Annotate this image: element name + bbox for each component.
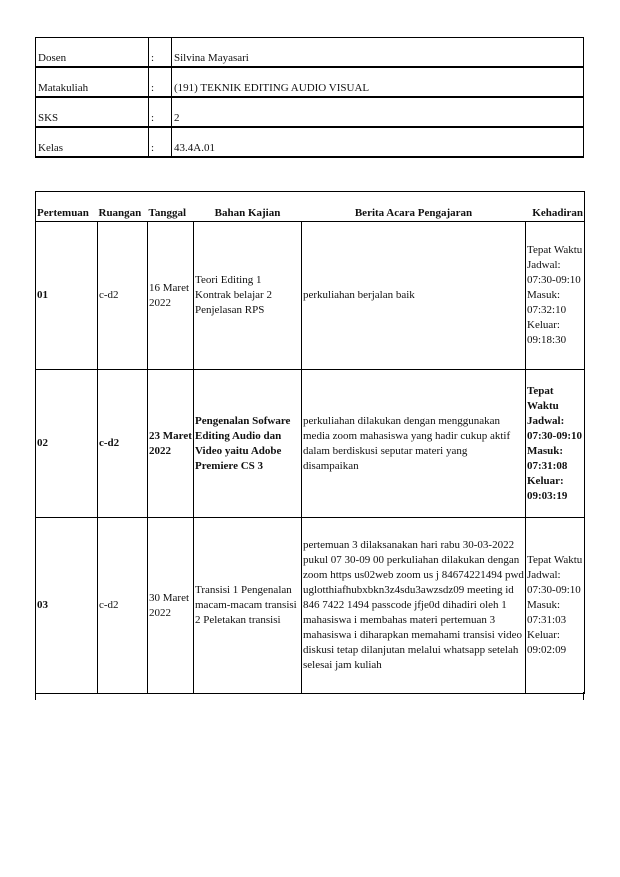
attendance-table	[35, 191, 585, 694]
info-label: SKS	[36, 97, 149, 127]
info-label: Matakuliah	[36, 67, 149, 97]
cell-kehadiran: Tepat Waktu Jadwal: 07:30-09:10 Masuk: 07:32:10 Keluar: 09:18:30	[526, 222, 585, 370]
info-separator: :	[149, 38, 172, 68]
cell-bahan-kajian: Pengenalan Sofware Editing Audio dan Video yaitu Adobe Premiere CS 3	[194, 370, 302, 518]
info-separator: :	[149, 127, 172, 157]
info-row-dosen	[36, 38, 584, 68]
info-label: Dosen	[36, 38, 149, 68]
info-row-sks	[36, 97, 584, 127]
header-tanggal: Tanggal	[148, 192, 194, 222]
info-value: 43.4A.01	[172, 127, 584, 157]
info-row-kelas	[36, 127, 584, 157]
cell-pertemuan: 03	[36, 518, 98, 694]
cell-ruangan: c-d2	[98, 518, 148, 694]
cell-berita-acara: perkuliahan dilakukan dengan menggunakan media zoom mahasiswa yang hadir cukup aktif dalam berdiskusi seputar materi yang disampaikan	[302, 370, 526, 518]
cell-ruangan: c-d2	[98, 370, 148, 518]
info-row-matakuliah	[36, 67, 584, 97]
table-frame-right	[583, 692, 584, 700]
cell-ruangan: c-d2	[98, 222, 148, 370]
info-value: 2	[172, 97, 584, 127]
info-label: Kelas	[36, 127, 149, 157]
cell-bahan-kajian: Teori Editing 1 Kontrak belajar 2 Penjelasan RPS	[194, 222, 302, 370]
cell-tanggal: 23 Maret 2022	[148, 370, 194, 518]
table-row	[36, 518, 585, 694]
info-separator: :	[149, 67, 172, 97]
header-kehadiran: Kehadiran	[526, 192, 585, 222]
header-pertemuan: Pertemuan	[36, 192, 98, 222]
cell-berita-acara: perkuliahan berjalan baik	[302, 222, 526, 370]
cell-bahan-kajian: Transisi 1 Pengenalan macam-macam transisi 2 Peletakan transisi	[194, 518, 302, 694]
cell-tanggal: 30 Maret 2022	[148, 518, 194, 694]
header-berita-acara: Berita Acara Pengajaran	[302, 192, 526, 222]
cell-pertemuan: 02	[36, 370, 98, 518]
cell-berita-acara: pertemuan 3 dilaksanakan hari rabu 30-03-2022 pukul 07 30-09 00 perkuliahan dilakukan dengan zoom https us02web zoom us j 84674221494 pwd uglotthiafhubxbkn3z4sdu3awzsdz09 meeting id 846 7422 1494 passcode jfje0d dihadiri oleh 1 mahasiswa i membahas materi pertemuan 3 mahasiswa i diharapkan memahami transisi video diskusi tetap dilanjutan melalui whatsapp setelah selesai jam kuliah	[302, 518, 526, 694]
table-row	[36, 222, 585, 370]
cell-pertemuan: 01	[36, 222, 98, 370]
table-header-row	[36, 192, 585, 222]
header-bahan-kajian: Bahan Kajian	[194, 192, 302, 222]
table-row	[36, 370, 585, 518]
header-ruangan: Ruangan	[98, 192, 148, 222]
info-value: (191) TEKNIK EDITING AUDIO VISUAL	[172, 67, 584, 97]
course-info-table	[35, 37, 584, 158]
table-frame-left	[35, 692, 36, 700]
info-value: Silvina Mayasari	[172, 38, 584, 68]
info-separator: :	[149, 97, 172, 127]
cell-kehadiran: Tepat Waktu Jadwal: 07:30-09:10 Masuk: 07:31:03 Keluar: 09:02:09	[526, 518, 585, 694]
cell-tanggal: 16 Maret 2022	[148, 222, 194, 370]
cell-kehadiran: Tepat Waktu Jadwal: 07:30-09:10 Masuk: 07:31:08 Keluar: 09:03:19	[526, 370, 585, 518]
